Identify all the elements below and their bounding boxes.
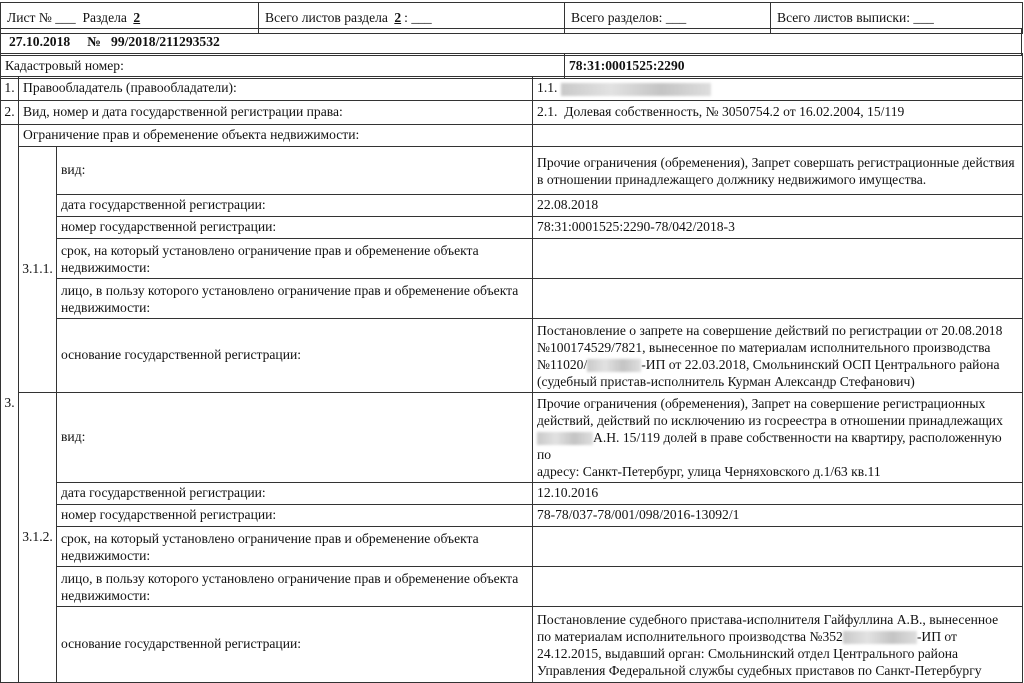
table-row: [1, 195, 1023, 217]
redacted-owner-surname: [537, 432, 593, 445]
cadastral-label: Кадастровый номер:: [1, 54, 565, 79]
total-sheets-section-value: 2: [394, 9, 402, 25]
table-row: [1, 77, 1023, 101]
sheet-number-cell: Лист № ___ Раздела 2: [1, 3, 259, 34]
registration-number-label: номер государственной регистрации:: [57, 217, 533, 239]
owner-label: Правообладатель (правообладатели):: [19, 77, 533, 101]
redacted-case-number: [843, 631, 917, 644]
extract-date: 27.10.2018: [9, 33, 71, 49]
registration-date-label: дата государственной регистрации:: [57, 195, 533, 217]
beneficiary-label: лицо, в пользу которого установлено ограничение прав и обременение объекта недвижимости:: [57, 279, 533, 319]
table-row: [1, 393, 1023, 483]
table-row: [1, 239, 1023, 279]
registration-number-value: 78:31:0001525:2290-78/042/2018-3: [533, 217, 1023, 239]
table-row: [1, 527, 1023, 567]
table-row: [1, 217, 1023, 239]
redacted-case-number: [587, 359, 641, 372]
registration-date-value: 12.10.2016: [533, 483, 1023, 505]
basis-value: Постановление о запрете на совершение действий по регистрации от 20.08.2018 №100174529/7821, вынесенное по материалам исполнительного производства №11020/ -ИП от 22.03.2018, Смольнинский ОСП Центрального района (судебный пристав-исполнитель Курман Александр Стефанович): [533, 319, 1023, 393]
owner-value: 1.1.: [533, 77, 1023, 101]
table-row: [1, 101, 1023, 125]
kind-label: вид:: [57, 147, 533, 195]
extract-meta-table: [0, 28, 1022, 56]
registration-date-value: 22.08.2018: [533, 195, 1023, 217]
cadastral-number: 78:31:0001525:2290: [565, 54, 1023, 79]
extract-number: 99/2018/211293532: [111, 33, 220, 49]
beneficiary-label: лицо, в пользу которого установлено ограничение прав и обременение объекта недвижимости:: [57, 567, 533, 607]
table-row: [1, 567, 1023, 607]
registration-number-value: 78-78/037-78/001/098/2016-13092/1: [533, 505, 1023, 527]
table-row: [1, 505, 1023, 527]
table-row: [1, 483, 1023, 505]
extract-date-number-cell: 27.10.2018 № 99/2018/211293532: [1, 29, 1022, 56]
table-row: [1, 607, 1023, 683]
right-registration-label: Вид, номер и дата государственной регистрации права:: [19, 101, 533, 125]
kind-value: Прочие ограничения (обременения), Запрет на совершение регистрационных действий, действий по исключению из госреестра в отношении принадлежащих А.Н. 15/119 долей в праве собственности на квартиру, расположенную по адресу: Санкт-Петербург, улица Черняховского д.1/63 кв.11: [533, 393, 1023, 483]
right-registration-value: 2.1. Долевая собственность, № 3050754.2 от 16.02.2004, 15/119: [533, 101, 1023, 125]
basis-label: основание государственной регистрации:: [57, 607, 533, 683]
encumbrance-label: Ограничение прав и обременение объекта недвижимости:: [19, 125, 533, 147]
table-row: [1, 125, 1023, 147]
table-row: [1, 279, 1023, 319]
encumbrance-number: 3.1.2.: [19, 393, 57, 683]
kind-label: вид:: [57, 393, 533, 483]
row-number: 1.: [1, 77, 19, 101]
total-sections-cell: Всего разделов: ___: [565, 3, 771, 34]
encumbrance-number: 3.1.1.: [19, 147, 57, 393]
basis-label: основание государственной регистрации:: [57, 319, 533, 393]
total-sheets-section-cell: Всего листов раздела 2 : ___: [259, 3, 565, 34]
row-number: 2.: [1, 101, 19, 125]
term-label: срок, на который установлено ограничение прав и обременение объекта недвижимости:: [57, 527, 533, 567]
kind-value: Прочие ограничения (обременения), Запрет совершать регистрационные действия в отношении принадлежащего должнику недвижимого имущества.: [533, 147, 1023, 195]
basis-value: Постановление судебного пристава-исполнителя Гайфуллина А.В., вынесенное по материалам исполнительного производства №352 -ИП от 24.12.2015, выдавший орган: Смольнинский отдел Центрального района Управления Федеральной службы судебных приставов по Санкт-Петербургу: [533, 607, 1023, 683]
redacted-owner-name: [561, 83, 711, 96]
term-label: срок, на который установлено ограничение прав и обременение объекта недвижимости:: [57, 239, 533, 279]
table-row: [1, 319, 1023, 393]
section-number: 2: [133, 9, 141, 25]
total-sheets-extract-cell: Всего листов выписки: ___: [771, 3, 1023, 34]
register-table: [0, 76, 1023, 683]
registration-date-label: дата государственной регистрации:: [57, 483, 533, 505]
registration-number-label: номер государственной регистрации:: [57, 505, 533, 527]
row-number: 3.: [1, 125, 19, 683]
table-row: [1, 147, 1023, 195]
